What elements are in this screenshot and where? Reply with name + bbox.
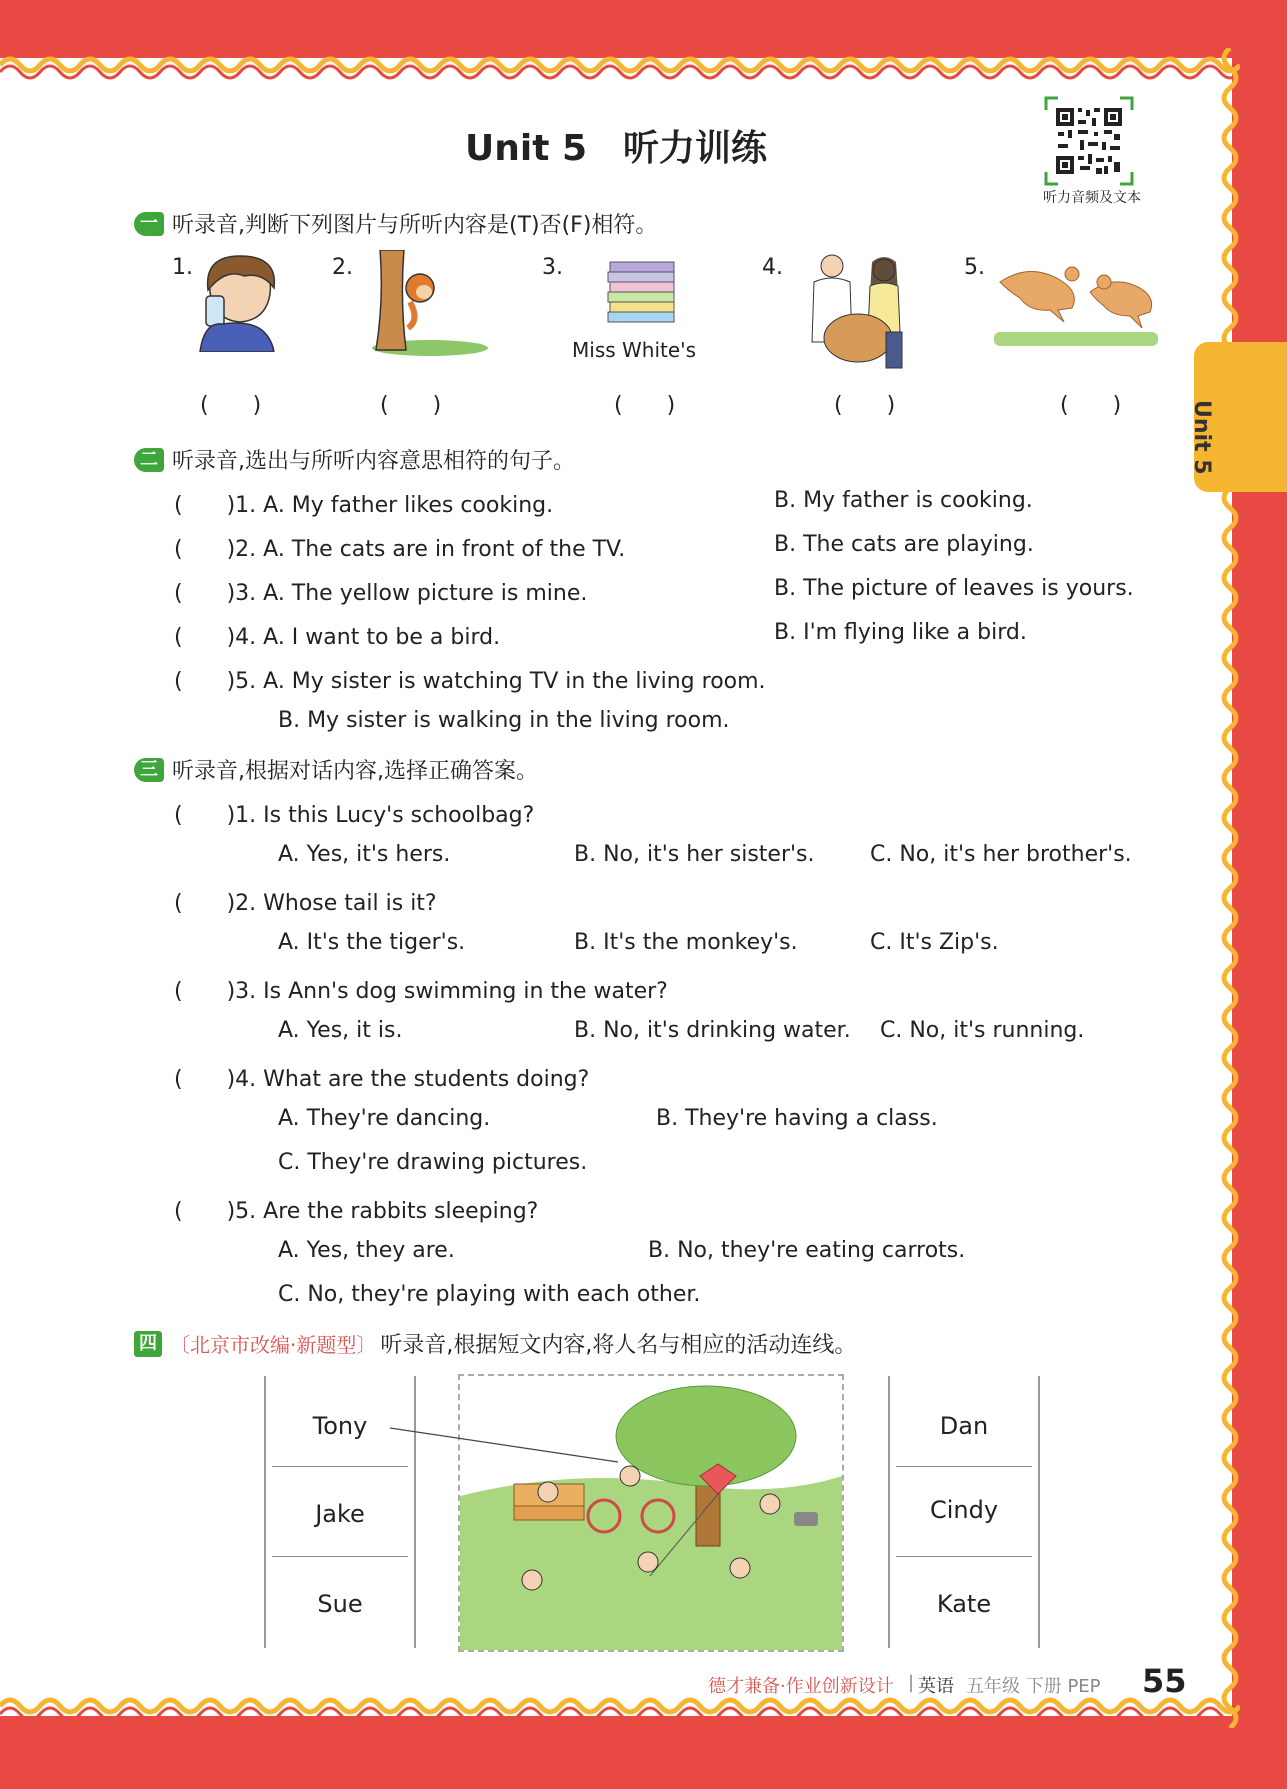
s3-option-c: C. It's Zip's.	[870, 930, 999, 955]
footer-info: 五年级 下册 PEP	[966, 1676, 1101, 1697]
footer-brand: 德才兼备·作业创新设计	[708, 1676, 894, 1697]
s2-option-b: B. My sister is walking in the living room.	[278, 708, 730, 733]
s3-question: ( )5. Are the rabbits sleeping?	[174, 1199, 539, 1224]
s1-item-num: 3.	[542, 255, 563, 280]
wave-border-right	[1216, 48, 1250, 1728]
books-picture	[602, 254, 682, 332]
s3-option-c: C. No, they're playing with each other.	[278, 1282, 701, 1307]
s3-option-b: B. It's the monkey's.	[574, 930, 798, 955]
s3-option-b: B. No, they're eating carrots.	[648, 1238, 966, 1263]
s1-answer-blank[interactable]: ( )	[614, 393, 676, 418]
s2-option-b: B. The cats are playing.	[774, 532, 1034, 557]
s1-item-num: 2.	[332, 255, 353, 280]
s2-question: ( )1. A. My father likes cooking.	[174, 493, 554, 518]
wave-border-top	[0, 48, 1240, 82]
s3-option-a: A. Yes, it's hers.	[278, 842, 451, 867]
name-sue[interactable]: Sue	[317, 1590, 363, 1618]
boy-drinking-picture	[192, 252, 287, 352]
qr-label: 听力音频及文本	[1043, 190, 1141, 206]
kangaroos-picture	[990, 252, 1162, 352]
s1-item-num: 5.	[964, 255, 985, 280]
s3-option-a: A. Yes, it is.	[278, 1018, 403, 1043]
s3-question: ( )3. Is Ann's dog swimming in the water?	[174, 979, 668, 1004]
s3-option-b: B. No, it's drinking water.	[574, 1018, 851, 1043]
section1-header	[134, 208, 657, 239]
s2-question: ( )3. A. The yellow picture is mine.	[174, 581, 588, 606]
page-title: Unit 5 听力训练	[465, 128, 767, 169]
s1-item-num: 4.	[762, 255, 783, 280]
s1-item-num: 1.	[172, 255, 193, 280]
s3-question: ( )4. What are the students doing?	[174, 1067, 590, 1092]
s3-option-a: A. They're dancing.	[278, 1106, 491, 1131]
section4-tag: 〔北京市改编·新题型〕	[170, 1333, 377, 1357]
section2-header	[134, 444, 575, 475]
park-scene-picture	[458, 1374, 844, 1652]
section4-instruction: 听录音,根据短文内容,将人名与相应的活动连线。	[380, 1333, 857, 1358]
name-tony[interactable]: Tony	[312, 1412, 368, 1440]
name-jake[interactable]: Jake	[315, 1500, 365, 1528]
s3-question: ( )1. Is this Lucy's schoolbag?	[174, 803, 535, 828]
s3-option-c: C. They're drawing pictures.	[278, 1150, 588, 1175]
section3-header	[134, 754, 538, 785]
monkey-tree-picture	[360, 250, 490, 358]
s2-question: ( )4. A. I want to be a bird.	[174, 625, 501, 650]
family-dog-picture	[800, 252, 920, 370]
s3-option-b: B. No, it's her sister's.	[574, 842, 815, 867]
s3-option-b: B. They're having a class.	[656, 1106, 938, 1131]
left-names-box	[264, 1376, 416, 1648]
s1-answer-blank[interactable]: ( )	[200, 393, 262, 418]
section3-instruction: 听录音,根据对话内容,选择正确答案。	[172, 759, 538, 784]
s1-answer-blank[interactable]: ( )	[834, 393, 896, 418]
unit-side-tab-label: Unit 5	[1189, 400, 1214, 475]
s2-question: ( )5. A. My sister is watching TV in the living room.	[174, 669, 766, 694]
section2-instruction: 听录音,选出与所听内容意思相符的句子。	[172, 449, 575, 474]
s3-option-c: C. No, it's her brother's.	[870, 842, 1132, 867]
s3-option-a: A. It's the tiger's.	[278, 930, 466, 955]
page-number: 55	[1142, 1662, 1187, 1700]
s1-answer-blank[interactable]: ( )	[380, 393, 442, 418]
s3-option-c: C. No, it's running.	[880, 1018, 1085, 1043]
section3-badge: 三	[134, 758, 164, 782]
name-cindy[interactable]: Cindy	[929, 1496, 999, 1524]
s2-option-b: B. I'm flying like a bird.	[774, 620, 1027, 645]
section2-badge: 二	[134, 448, 164, 472]
name-dan[interactable]: Dan	[939, 1412, 989, 1440]
footer-separator: |	[908, 1672, 915, 1693]
section1-badge: 一	[134, 212, 164, 236]
s2-option-b: B. The picture of leaves is yours.	[774, 576, 1134, 601]
section4-badge: 四	[134, 1331, 162, 1357]
s1-answer-blank[interactable]: ( )	[1060, 393, 1122, 418]
section4-header	[134, 1328, 856, 1359]
s2-option-b: B. My father is cooking.	[774, 488, 1033, 513]
name-kate[interactable]: Kate	[936, 1590, 992, 1618]
footer-subject: 英语	[918, 1676, 954, 1697]
s3-question: ( )2. Whose tail is it?	[174, 891, 437, 916]
example-connecting-line	[390, 1424, 620, 1464]
section1-instruction: 听录音,判断下列图片与所听内容是(T)否(F)相符。	[172, 213, 658, 238]
books-caption: Miss White's	[572, 338, 697, 362]
qr-code[interactable]	[1044, 96, 1134, 186]
s2-question: ( )2. A. The cats are in front of the TV.	[174, 537, 626, 562]
s3-option-a: A. Yes, they are.	[278, 1238, 455, 1263]
wave-border-bottom	[0, 1694, 1240, 1728]
right-names-box	[888, 1376, 1040, 1648]
